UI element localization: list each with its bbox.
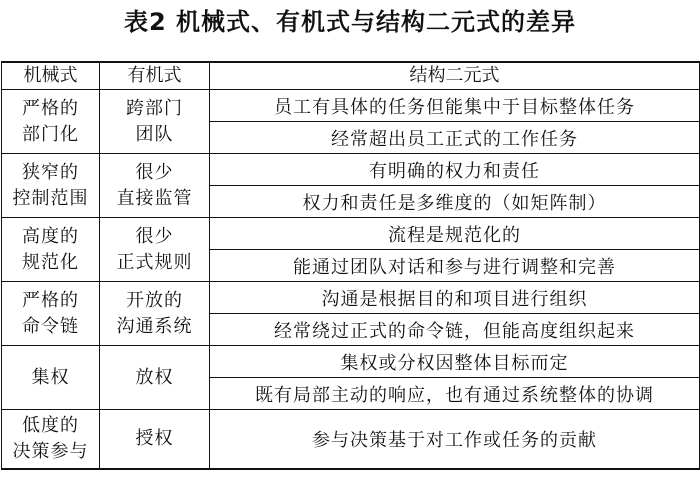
duality-cell: 参与决策基于对工作或任务的贡献 — [210, 410, 700, 470]
mechanistic-cell — [2, 90, 100, 154]
organic-cell — [100, 154, 210, 218]
cell-line: 严格的 — [22, 289, 79, 311]
organic-cell — [100, 218, 210, 282]
table-row — [2, 154, 700, 186]
table-row — [2, 346, 700, 378]
mechanistic-cell — [2, 218, 100, 282]
organic-cell — [100, 346, 210, 410]
duality-cell: 权力和责任是多维度的（如矩阵制） — [210, 186, 700, 218]
cell-line: 直接监管 — [116, 187, 193, 209]
comparison-table — [1, 61, 700, 470]
cell-line: 跨部门 — [126, 97, 183, 119]
table-row — [2, 282, 700, 314]
cell-line: 沟通系统 — [116, 315, 193, 337]
table-row — [2, 410, 700, 470]
header-organic: 有机式 — [100, 62, 210, 90]
organic-cell — [100, 410, 210, 470]
mechanistic-cell — [2, 282, 100, 346]
cell-line: 部门化 — [22, 123, 79, 145]
cell-line: 命令链 — [22, 315, 79, 337]
cell-line: 很少 — [135, 161, 174, 183]
cell-line: 低度的 — [22, 415, 79, 436]
duality-cell: 能通过团队对话和参与进行调整和完善 — [210, 250, 700, 282]
cell-line: 严格的 — [22, 97, 79, 119]
cell-line: 狭窄的 — [22, 161, 79, 183]
cell-line: 决策参与 — [12, 441, 89, 462]
duality-cell: 沟通是根据目的和项目进行组织 — [210, 282, 700, 314]
table-title: 表2 机械式、有机式与结构二元式的差异 — [123, 8, 577, 36]
organic-cell — [100, 282, 210, 346]
cell-line: 控制范围 — [12, 187, 89, 209]
cell-line: 团队 — [135, 123, 174, 145]
table-row — [2, 218, 700, 250]
mechanistic-cell — [2, 346, 100, 410]
duality-cell: 有明确的权力和责任 — [210, 154, 700, 186]
mechanistic-cell — [2, 410, 100, 470]
cell-line: 正式规则 — [116, 251, 193, 273]
header-row — [2, 62, 700, 90]
cell-line: 高度的 — [22, 225, 79, 247]
organic-cell — [100, 90, 210, 154]
duality-cell: 经常绕过正式的命令链，但能高度组织起来 — [210, 314, 700, 346]
cell-line: 开放的 — [126, 289, 183, 311]
duality-cell: 员工有具体的任务但能集中于目标整体任务 — [210, 90, 700, 122]
duality-cell: 流程是规范化的 — [210, 218, 700, 250]
cell-line: 很少 — [135, 225, 174, 247]
duality-cell: 既有局部主动的响应，也有通过系统整体的协调 — [210, 378, 700, 410]
header-structural-duality: 结构二元式 — [210, 62, 700, 90]
header-mechanistic: 机械式 — [2, 62, 100, 90]
table-row — [2, 90, 700, 122]
mechanistic-cell — [2, 154, 100, 218]
cell-line: 集权 — [31, 366, 70, 388]
duality-cell: 经常超出员工正式的工作任务 — [210, 122, 700, 154]
cell-line: 规范化 — [22, 251, 79, 273]
cell-line: 放权 — [135, 366, 174, 388]
cell-line: 授权 — [135, 428, 174, 449]
duality-cell: 集权或分权因整体目标而定 — [210, 346, 700, 378]
